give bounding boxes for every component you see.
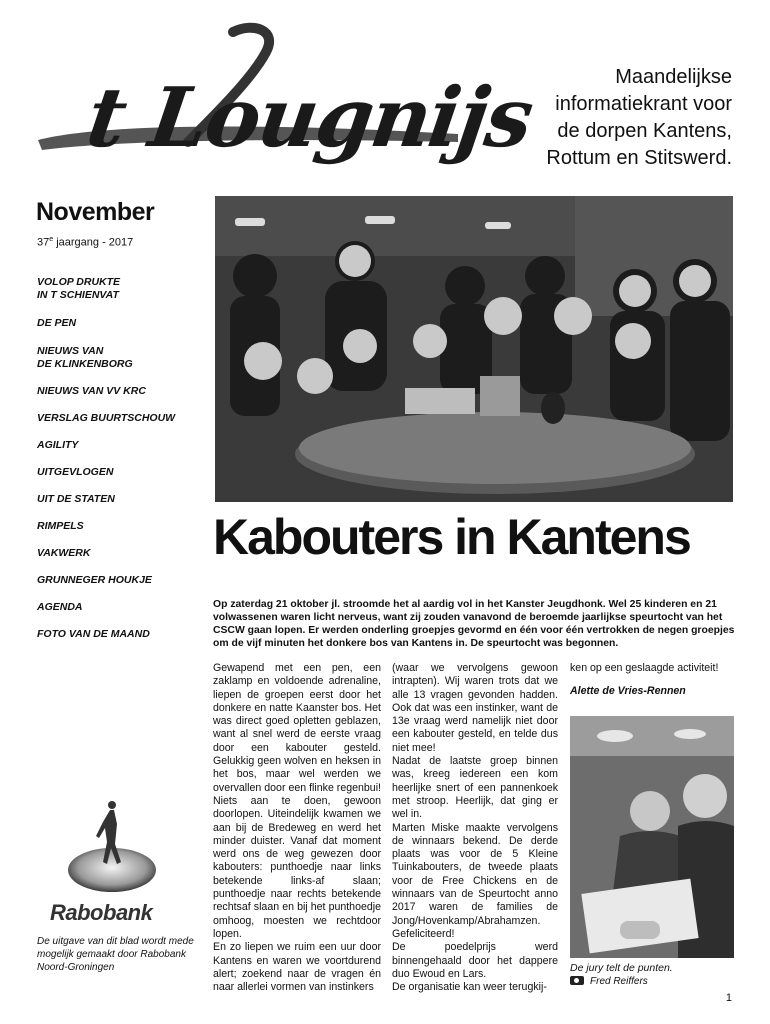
- jury-photo: [570, 716, 734, 958]
- toc-item: FOTO VAN DE MAAND: [37, 628, 150, 640]
- article-lead: Op zaterdag 21 oktober jl. stroomde het al aardig vol in het Kanster Jeugdhonk. Wel 25 kinderen en 21 volwassenen waren licht nerveus, want zij zouden vanavond de beroemde jaarlijkse speurtocht van het CSCW gaan lopen. Er werden onderling groepjes gevormd en één voor één vertrokken de negen groepjes om de vijf minuten het donkere bos van Kantens in. De speurtocht was begonnen.: [213, 599, 735, 649]
- article-column-2: [392, 662, 558, 994]
- toc-item: VOLOP DRUKTE IN T SCHIENVAT: [37, 276, 121, 301]
- tagline-line: Rottum en Stitswerd.: [546, 147, 732, 169]
- paragraph: Gefeliciteerd!: [392, 927, 455, 940]
- paragraph: (waar we vervolgens gewoon intrapten). Wij waren trots dat we alle 13 vragen gevonden hadden. Ook dat was een instinker, want de 13e vraag werd namelijk niet door een kabouter gesteld, en telde dus niet mee!: [392, 662, 558, 754]
- paragraph: En zo liepen we ruim een uur door Kantens en waren we voortdurend alert; zoekend naar de vragen én naar allerlei vormen van instinkers: [213, 941, 381, 994]
- page-number: 1: [725, 992, 732, 1004]
- toc-item: VAKWERK: [37, 547, 91, 559]
- article-headline: Kabouters in Kantens: [213, 509, 690, 565]
- paragraph: ken op een geslaagde activiteit!: [570, 662, 719, 674]
- rabobank-emblem-icon: [40, 790, 200, 900]
- year-number: 37: [37, 236, 50, 249]
- article-author: Alette de Vries-Rennen: [570, 685, 686, 698]
- toc-item: AGILITY: [37, 439, 79, 451]
- toc-item: RIMPELS: [37, 520, 84, 532]
- issue-month: November: [36, 198, 155, 226]
- tagline-line: informatiekrant voor: [555, 93, 732, 115]
- tagline-line: de dorpen Kantens,: [557, 120, 732, 142]
- photo-credit: [570, 976, 648, 987]
- masthead-logo: [28, 22, 538, 192]
- group-photo-image: [215, 196, 733, 502]
- year-text: jaargang - 2017: [53, 236, 134, 249]
- jury-photo-image: [570, 716, 734, 958]
- paragraph: De organisatie kan weer terugkij-: [392, 981, 547, 994]
- tagline-line: Maandelijkse: [615, 66, 732, 88]
- toc-item: UITGEVLOGEN: [37, 466, 114, 478]
- sponsor-name: Rabobank: [50, 900, 153, 925]
- toc-item: NIEUWS VAN DE KLINKENBORG: [37, 345, 133, 370]
- main-photo: [215, 196, 733, 502]
- toc-item: AGENDA: [37, 601, 83, 613]
- paragraph: Nadat de laatste groep binnen was, kreeg iedereen een kom heerlijke snert of een pannenkoek met stroop. Heerlijk, dat ging er wel in.: [392, 755, 558, 821]
- photographer-name: Fred Reiffers: [590, 976, 648, 987]
- logo-text: t Lougnijs: [81, 70, 538, 166]
- masthead-tagline: [472, 64, 732, 172]
- issue-year: [37, 236, 133, 249]
- table-of-contents: [37, 276, 207, 641]
- camera-icon: [570, 976, 584, 985]
- sponsor-note: De uitgave van dit blad wordt mede mogelijk gemaakt door Rabobank Noord-Groningen: [37, 936, 194, 973]
- article-column-3: [570, 662, 736, 699]
- photo-caption: De jury telt de punten.: [570, 962, 673, 974]
- article-column-1: [213, 662, 381, 994]
- paragraph: De poedelprijs werd binnengehaald door het dappere duo Ewoud en Lars.: [392, 941, 558, 980]
- toc-item: VERSLAG BUURTSCHOUW: [37, 412, 176, 424]
- paragraph: Gewapend met een pen, een zaklamp en voldoende adrenaline, liepen de groepen eerst door het donkere en natte Kaanster bos. Het was direct goed opletten geblazen, want al snel werd de eerste vraag door een kabouter gesteld. Gelukkig geen wolven en heksen in het bos, maar wel werden we overvallen door een flinke regenbui! Niets aan te doen, gewoon doorlopen. Uiteindelijk kwamen we aan bij de Bredeweg en werd het minder duister. Vanaf dat moment werd ons de weg gewezen door kabouters: punthoedje naar links betekende links-af slaan; punthoedje naar rechts betekende rechtsaf slaan en bij het punthoedje omhoog, moesten we rechtdoor lopen.: [213, 662, 381, 940]
- toc-item: DE PEN: [37, 317, 77, 329]
- toc-item: UIT DE STATEN: [37, 493, 115, 505]
- toc-item: GRUNNEGER HOUKJE: [37, 574, 152, 586]
- toc-item: NIEUWS VAN VV KRC: [37, 385, 146, 397]
- year-suffix: e: [49, 236, 54, 243]
- paragraph: Marten Miske maakte vervolgens de winnaars bekend. De derde plaats was voor de 5 Kleine Tuinkabouters, de tweede plaats voor de Free Chickens en de winnaars van de Speurtocht anno 2017 waren de families de Jong/Hovenkamp/Abrahamzen.: [392, 821, 558, 927]
